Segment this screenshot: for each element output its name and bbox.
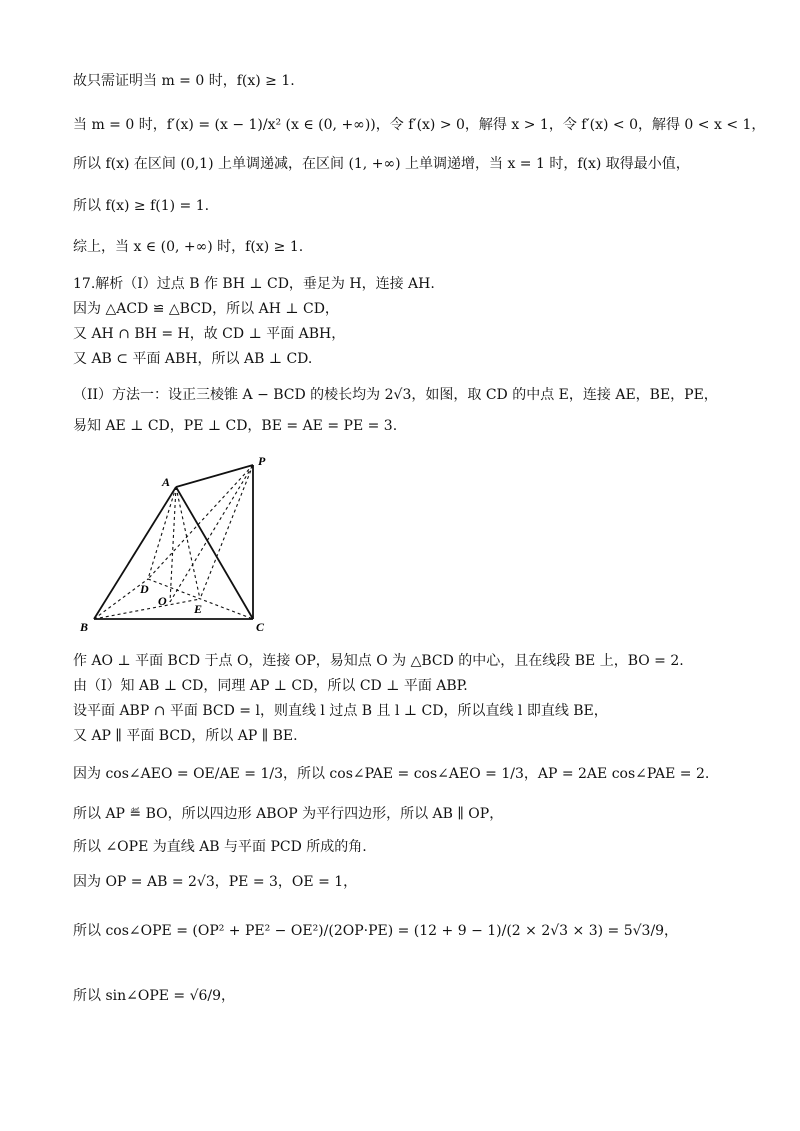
label-a: A <box>162 475 171 489</box>
text-line-17: 所以 AP ≝ BO，所以四边形 ABOP 为平行四边形，所以 AB ∥ OP， <box>73 806 504 822</box>
text-line-3: 所以 f(x) 在区间 (0,1) 上单调递减，在区间 (1, +∞) 上单调递增，当 x = 1 时，f(x) 取得最小值， <box>73 156 690 172</box>
label-b: B <box>80 620 89 634</box>
text-line-21: 所以 sin∠OPE = √6/9， <box>73 988 236 1004</box>
text-line-4: 所以 f(x) ≥ f(1) = 1. <box>73 198 210 214</box>
text-line-13: 由（I）知 AB ⊥ CD，同理 AP ⊥ CD，所以 CD ⊥ 平面 ABP. <box>73 678 468 694</box>
text-line-11: 易知 AE ⊥ CD，PE ⊥ CD，BE = AE = PE = 3. <box>73 418 398 434</box>
tetrahedron-figure <box>70 450 280 640</box>
text-line-14: 设平面 ABP ∩ 平面 BCD = l，则直线 l 过点 B 且 l ⊥ CD，所以直线 l 即直线 BE， <box>73 703 608 719</box>
label-e: E <box>194 602 203 616</box>
edge-be <box>94 599 203 619</box>
text-line-15: 又 AP ∥ 平面 BCD，所以 AP ∥ BE. <box>73 728 298 744</box>
text-line-8: 又 AH ∩ BH = H，故 CD ⊥ 平面 ABH， <box>73 326 346 342</box>
label-p: P <box>258 454 266 468</box>
text-line-19: 因为 OP = AB = 2√3，PE = 3，OE = 1， <box>73 874 358 890</box>
text-line-9: 又 AB ⊂ 平面 ABH，所以 AB ⊥ CD. <box>73 351 313 367</box>
label-c: C <box>256 620 265 634</box>
text-line-16: 因为 cos∠AEO = OE/AE = 1/3，所以 cos∠PAE = cos∠AEO = 1/3，AP = 2AE cos∠PAE = 2. <box>73 766 710 782</box>
text-line-5: 综上，当 x ∈ (0, +∞) 时，f(x) ≥ 1. <box>73 239 304 255</box>
tetrahedron-diagram <box>70 450 280 640</box>
edge-pe <box>200 465 253 599</box>
text-line-12: 作 AO ⊥ 平面 BCD 于点 O，连接 OP，易知点 O 为 △BCD 的中心，且在线段 BE 上，BO = 2. <box>73 653 684 669</box>
edge-ao <box>170 487 176 602</box>
text-line-1: 故只需证明当 m = 0 时，f(x) ≥ 1. <box>73 73 295 89</box>
text-line-18: 所以 ∠OPE 为直线 AB 与平面 PCD 所成的角. <box>73 839 367 855</box>
text-line-6: 17.解析（I）过点 B 作 BH ⊥ CD，垂足为 H，连接 AH. <box>73 276 435 292</box>
edge-ae <box>176 487 200 599</box>
text-line-20: 所以 cos∠OPE = (OP² + PE² − OE²)/(2OP·PE) = (12 + 9 − 1)/(2 × 2√3 × 3) = 5√3/9， <box>73 923 679 939</box>
label-o: O <box>158 594 167 608</box>
text-line-2: 当 m = 0 时，f′(x) = (x − 1)/x² (x ∈ (0, +∞))，令 f′(x) > 0，解得 x > 1，令 f′(x) < 0，解得 0 < x < 1， <box>73 117 766 133</box>
text-line-10: （II）方法一：设正三棱锥 A − BCD 的棱长均为 2√3，如图，取 CD 的中点 E，连接 AE，BE，PE， <box>73 387 718 403</box>
text-line-7: 因为 △ACD ≌ △BCD，所以 AH ⊥ CD， <box>73 301 339 317</box>
label-d: D <box>140 582 149 596</box>
